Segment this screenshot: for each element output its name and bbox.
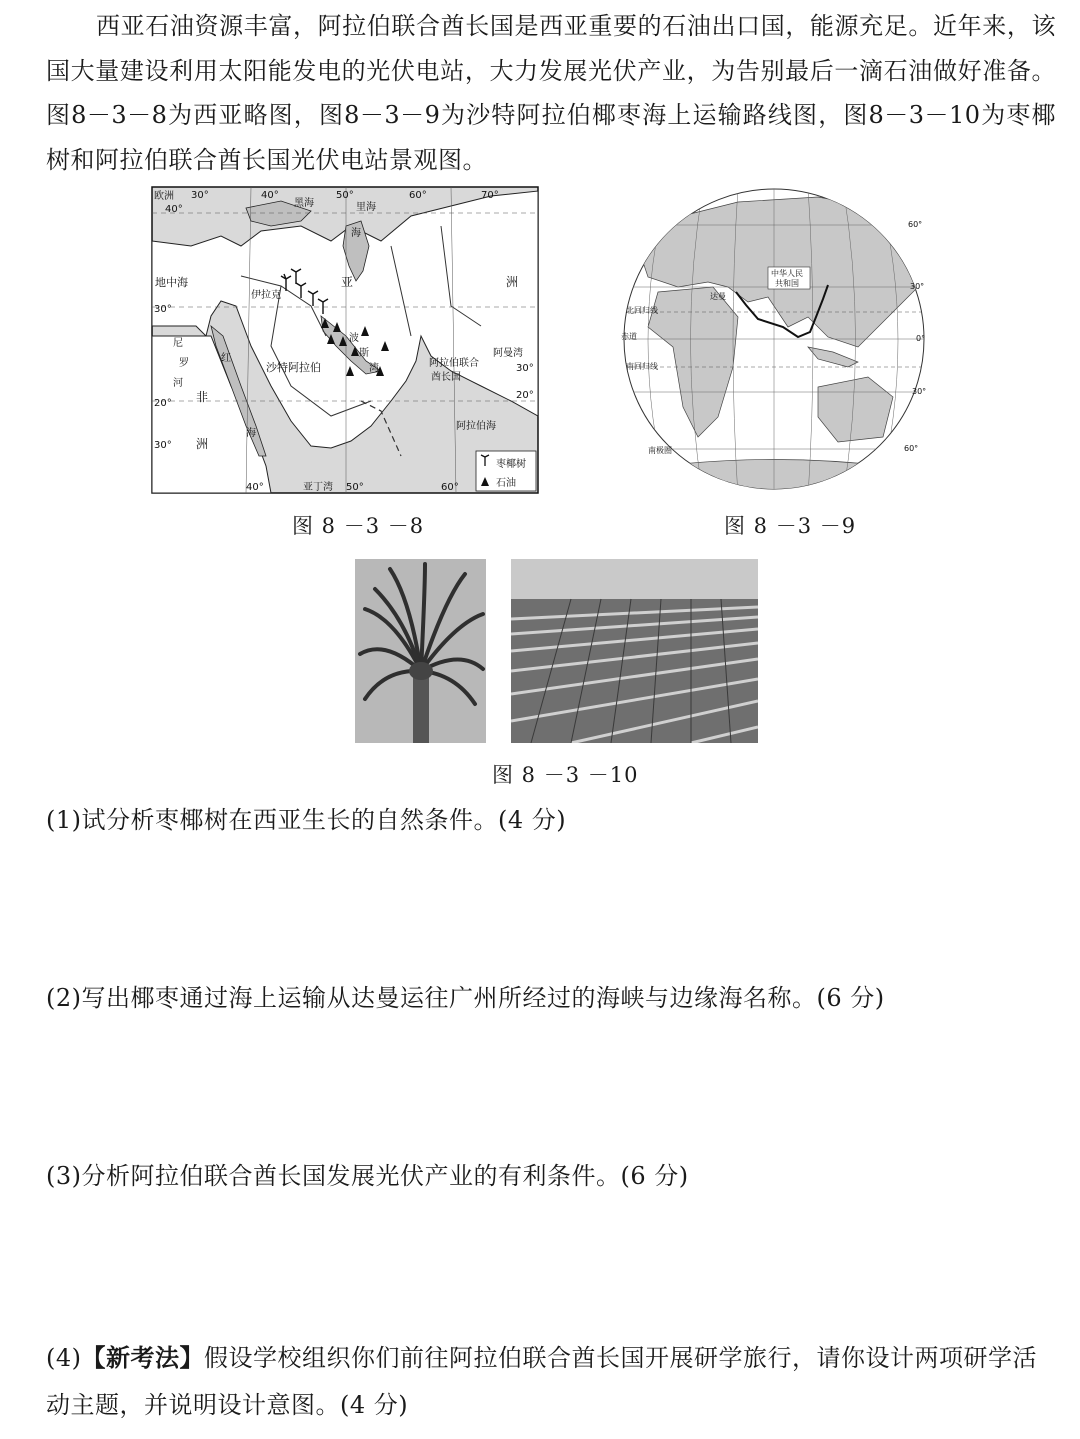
label-red-1: 红 <box>221 353 231 364</box>
question-1: (1)试分析枣椰树在西亚生长的自然条件。(4 分) <box>46 806 567 834</box>
intro-paragraph: 西亚石油资源丰富，阿拉伯联合酋长国是西亚重要的石油出口国，能源充足。近年来，该国大量建设利用太阳能发电的光伏电站，大力发展光伏产业，为告别最后一滴石油做好准备。图8－3－8为西亚略图，图8－3－9为沙特阿拉伯椰枣海上运输路线图，图8－3－10为枣椰树和阿拉伯联合酋长国光伏电站景观图。 <box>46 12 1056 174</box>
fig8-caption: 图 8 －3 －8 <box>292 514 425 538</box>
label-persian-1: 波 <box>349 333 359 344</box>
label-lat0: 0° <box>916 334 926 343</box>
legend-palm: 枣椰树 <box>496 459 526 470</box>
label-lat40: 40° <box>165 204 183 215</box>
label-aden: 亚丁湾 <box>303 482 333 493</box>
label-nile-3: 河 <box>173 378 183 389</box>
label-china-1: 中华人民 <box>771 269 803 278</box>
label-lat30-low: 30° <box>154 440 172 451</box>
label-caspian: 里海 <box>356 202 376 213</box>
label-black-sea: 黑海 <box>294 198 314 209</box>
label-lon70: 70° <box>481 190 499 201</box>
label-red-2: 海 <box>246 428 256 439</box>
new-exam-tag: 【新考法】 <box>81 1343 204 1372</box>
label-lon50b: 50° <box>346 482 364 493</box>
question-3: (3)分析阿拉伯联合酋长国发展光伏产业的有利条件。(6 分) <box>46 1162 689 1190</box>
fig10-caption: 图 8 －3 －10 <box>492 763 639 787</box>
label-oman-gulf: 阿曼湾 <box>493 348 523 359</box>
label-lat60: 60° <box>908 220 923 229</box>
question-4 <box>46 1334 1058 1429</box>
label-persian-3: 湾 <box>369 363 379 374</box>
label-saudi: 沙特阿拉伯 <box>266 361 321 374</box>
label-arabian-sea: 阿拉伯海 <box>456 421 496 432</box>
label-lon60: 60° <box>409 190 427 201</box>
label-mediterranean: 地中海 <box>155 276 188 289</box>
label-lat30r: 30° <box>516 363 534 374</box>
label-lon40: 40° <box>261 190 279 201</box>
label-uae-2: 酋长国 <box>431 372 461 383</box>
map-legend <box>476 451 536 491</box>
label-china-2: 共和国 <box>775 279 799 288</box>
label-lon40b: 40° <box>246 482 264 493</box>
legend-oil: 石油 <box>496 478 516 489</box>
solar-plant-photo <box>511 559 758 743</box>
question-4-text: 假设学校组织你们前往阿拉伯联合酋长国开展研学旅行，请你设计两项研学活动主题，并说明设计意图。(4 分) <box>46 1344 1037 1419</box>
label-asia-zhou: 洲 <box>506 275 519 289</box>
label-africa-zhou: 洲 <box>196 437 209 451</box>
label-lat20: 20° <box>154 398 172 409</box>
label-dammam: 达曼 <box>710 292 726 301</box>
shipping-route-map <box>618 187 930 497</box>
label-nile-2: 罗 <box>179 358 189 369</box>
label-sea: 海 <box>351 228 361 239</box>
question-2: (2)写出椰枣通过海上运输从达曼运往广州所经过的海峡与边缘海名称。(6 分) <box>46 984 885 1012</box>
label-tropic-n: 北回归线 <box>626 306 658 315</box>
label-equator: 赤道 <box>621 332 637 341</box>
label-tropic-s: 南回归线 <box>626 362 658 371</box>
question-4-number: (4) <box>46 1344 82 1372</box>
label-lon60b: 60° <box>441 482 459 493</box>
label-uae-1: 阿拉伯联合 <box>429 358 479 369</box>
label-polar-s: 南极圈 <box>648 446 672 455</box>
label-lon30: 30° <box>191 190 209 201</box>
label-asia: 亚 <box>341 275 354 289</box>
label-persian-2: 斯 <box>359 348 369 359</box>
label-lat60s: 60° <box>904 444 919 453</box>
label-nile-1: 尼 <box>173 338 183 349</box>
label-iraq: 伊拉克 <box>251 290 281 301</box>
west-asia-map <box>151 186 539 494</box>
palm-tree-photo <box>355 559 486 743</box>
label-lat30: 30° <box>154 304 172 315</box>
label-lon50: 50° <box>336 190 354 201</box>
label-europe: 欧洲 <box>154 191 174 202</box>
label-lat30s: 30° <box>912 387 927 396</box>
label-lat30: 30° <box>910 282 925 291</box>
label-lat20r: 20° <box>516 390 534 401</box>
fig9-caption: 图 8 －3 －9 <box>724 514 857 538</box>
label-africa-fei: 非 <box>196 390 209 404</box>
